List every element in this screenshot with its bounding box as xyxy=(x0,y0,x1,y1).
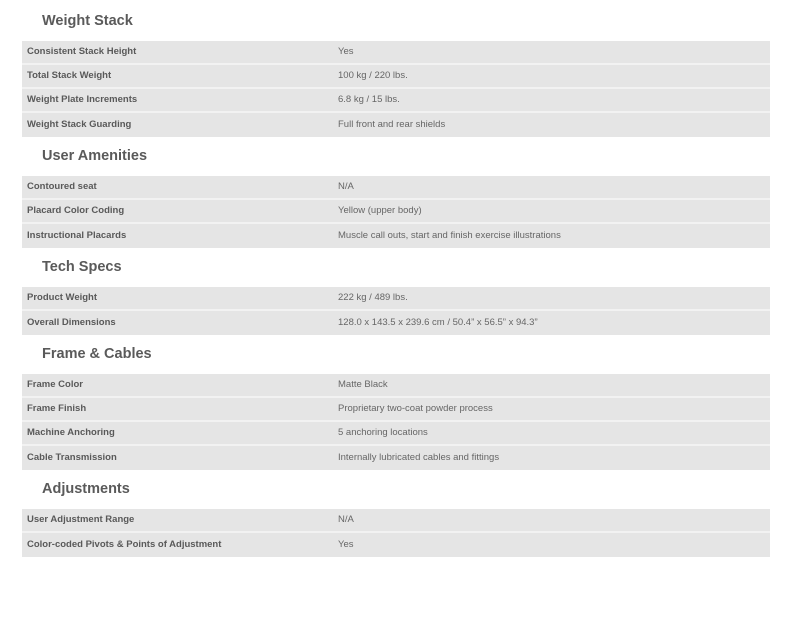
row-value: Yellow (upper body) xyxy=(333,200,770,224)
row-label: Frame Finish xyxy=(22,398,333,422)
table-row xyxy=(22,446,770,470)
row-value: Yes xyxy=(338,539,354,550)
section-title: Weight Stack xyxy=(42,13,133,29)
table-row xyxy=(22,41,770,65)
row-value: 5 anchoring locations xyxy=(333,422,770,446)
row-label: Weight Stack Guarding xyxy=(27,119,132,130)
row-value: Full front and rear shields xyxy=(338,119,446,130)
table-row xyxy=(22,422,770,446)
row-value: Muscle call outs, start and finish exercise illustrations xyxy=(338,230,561,241)
row-label: Color-coded Pivots & Points of Adjustment xyxy=(27,539,222,550)
row-label: Product Weight xyxy=(22,287,333,311)
table-row xyxy=(22,176,770,200)
section-title: Frame & Cables xyxy=(42,346,152,362)
section-adjustments xyxy=(22,470,770,557)
section-tech-specs xyxy=(22,248,770,335)
row-value: Proprietary two-coat powder process xyxy=(333,398,770,422)
row-value: 128.0 x 143.5 x 239.6 cm / 50.4” x 56.5” x 94.3” xyxy=(338,317,538,328)
spec-table xyxy=(22,287,770,335)
section-title: Adjustments xyxy=(42,481,130,497)
row-value: N/A xyxy=(333,509,770,533)
table-row xyxy=(22,311,770,335)
row-label: Cable Transmission xyxy=(27,452,117,463)
row-label: Contoured seat xyxy=(22,176,333,200)
table-row xyxy=(22,224,770,248)
row-value: 100 kg / 220 lbs. xyxy=(333,65,770,89)
section-weight-stack xyxy=(22,0,770,137)
table-row xyxy=(22,287,770,311)
row-value: 222 kg / 489 lbs. xyxy=(333,287,770,311)
row-label: Total Stack Weight xyxy=(22,65,333,89)
spec-table xyxy=(22,41,770,137)
spec-table xyxy=(22,374,770,470)
section-title: User Amenities xyxy=(42,148,148,164)
section-user-amenities xyxy=(22,137,770,248)
table-row xyxy=(22,200,770,224)
table-row xyxy=(22,398,770,422)
table-row xyxy=(22,509,770,533)
table-row xyxy=(22,65,770,89)
row-label: Consistent Stack Height xyxy=(22,41,333,65)
row-label: User Adjustment Range xyxy=(22,509,333,533)
row-value: 6.8 kg / 15 lbs. xyxy=(333,89,770,113)
section-title: Tech Specs xyxy=(42,259,122,275)
row-value: Internally lubricated cables and fittings xyxy=(338,452,500,463)
row-label: Overall Dimensions xyxy=(27,317,116,328)
row-label: Weight Plate Increments xyxy=(22,89,333,113)
row-value: Yes xyxy=(333,41,770,65)
row-label: Frame Color xyxy=(22,374,333,398)
table-row xyxy=(22,533,770,557)
section-frame-cables xyxy=(22,335,770,470)
row-value: N/A xyxy=(333,176,770,200)
row-label: Machine Anchoring xyxy=(22,422,333,446)
table-row xyxy=(22,89,770,113)
row-label: Instructional Placards xyxy=(27,230,127,241)
spec-table xyxy=(22,509,770,557)
row-value: Matte Black xyxy=(333,374,770,398)
row-label: Placard Color Coding xyxy=(22,200,333,224)
table-row xyxy=(22,374,770,398)
spec-table xyxy=(22,176,770,248)
table-row xyxy=(22,113,770,137)
